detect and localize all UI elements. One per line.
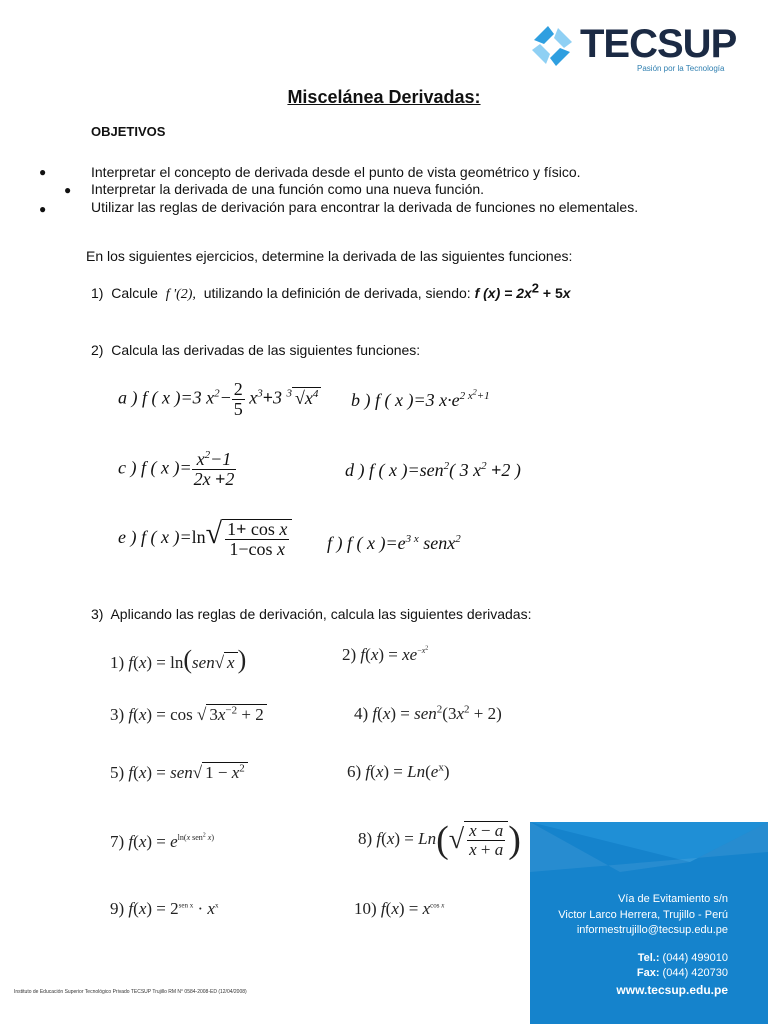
question-3: 3) Aplicando las reglas de derivación, calcula las siguientes derivadas: [91, 606, 532, 622]
exercise-1: 1) f(x) = ln(sen√ x ) [110, 645, 247, 674]
exercise-5: 5) f(x) = sen√ $1 - x^2$ [110, 762, 248, 783]
contact-tel: Tel.: (044) 499010 [637, 952, 728, 964]
exercise-4: 4) $f(x) = sen^2(3x^2 + 2)$ [354, 703, 502, 723]
objective-item: Interpretar el concepto de derivada desde el punto de vista geométrico y físico. [91, 164, 581, 180]
bullet-icon: ● [39, 165, 47, 179]
brand-tagline: Pasión por la Tecnología [637, 64, 725, 73]
contact-fax: Fax: (044) 420730 [636, 967, 728, 979]
equation-d: d ) f ( x )=sen$^2$( 3 $x^2 +2$ ) [345, 460, 521, 480]
bullet-icon: ● [39, 202, 47, 216]
question-text: Calcule [111, 285, 158, 301]
exercise-9: 9) $f(x) = 2^{sen x} \cdot x^x$ [110, 899, 219, 918]
exercise-10: 10) $f(x) = x^{cos x}$ [354, 899, 445, 918]
equation-a: a ) f ( x )=3 $x^2-$ $\frac{2}{5}$ $x^3+3$ $^3$ $√x^4$ [118, 380, 321, 419]
contact-email[interactable]: informestrujillo@tecsup.edu.pe [576, 924, 728, 936]
function-expr: f (x) = 2x [474, 285, 532, 301]
footer-note: Instituto de Educación Superior Tecnológico Privado TECSUP Trujillo RM N° 0584-2008-ED (12/04/2008) [14, 989, 247, 995]
question-2: 2) Calcula las derivadas de las siguientes funciones: [91, 342, 421, 358]
f-prime: f '(2), [165, 287, 196, 302]
exercise-6: 6) $f(x) = Ln(e^x)$ [347, 761, 450, 781]
equation-c: c ) f ( x )= $\frac{x^2-1}{2x +2}$ [118, 449, 235, 489]
page-title: Miscelánea Derivadas: [287, 87, 481, 107]
intro-text: En los siguientes ejercicios, determine la derivada de las siguientes funciones: [86, 248, 573, 264]
exercise-8: 8) f(x) = Ln(√ $\frac{x - a}{x + a}$ ) [358, 819, 521, 861]
exercise-3: 3) f(x) = cos √ $3x^{-2} + 2$ [110, 704, 267, 725]
exercise-2: 2) $f(x) = xe^{-x^2}$ [342, 645, 429, 664]
equation-e: e ) f ( x )=ln√ $\frac{\text{1+ cos x}}{\text{1−cos x}}$ [118, 517, 292, 559]
contact-address-1: Vía de Evitamiento s/n [617, 893, 728, 905]
equation-f: f ) f ( x )$=e^{3 x}$ senx$^2$ [327, 533, 461, 553]
contact-address-2: Victor Larco Herrera, Trujillo - Perú [558, 909, 728, 921]
contact-website[interactable]: www.tecsup.edu.pe [616, 983, 728, 997]
question-1: 1) Calcule f '(2), utilizando la definición de derivada, siendo: f $(x) = 2x^2 + 5x$ [91, 280, 571, 302]
brand-wordmark: TECSUP [580, 22, 737, 66]
objective-item: Utilizar las reglas de derivación para encontrar la derivada de funciones no elementales. [91, 199, 639, 215]
objective-item: Interpretar la derivada de una función como una nueva función. [91, 181, 485, 197]
question-text-2: utilizando la definición de derivada, siendo: [203, 285, 471, 301]
bullet-icon: ● [64, 183, 72, 197]
equation-b: b ) f ( x )=3 $x\cdot e^{2 x^2+1}$ [351, 387, 490, 410]
objectives-heading: OBJETIVOS [91, 124, 166, 139]
question-number: 1) [91, 285, 104, 301]
exercise-7: 7) $f(x) = e^{ln(x sen^2 x)}$ [110, 832, 215, 851]
